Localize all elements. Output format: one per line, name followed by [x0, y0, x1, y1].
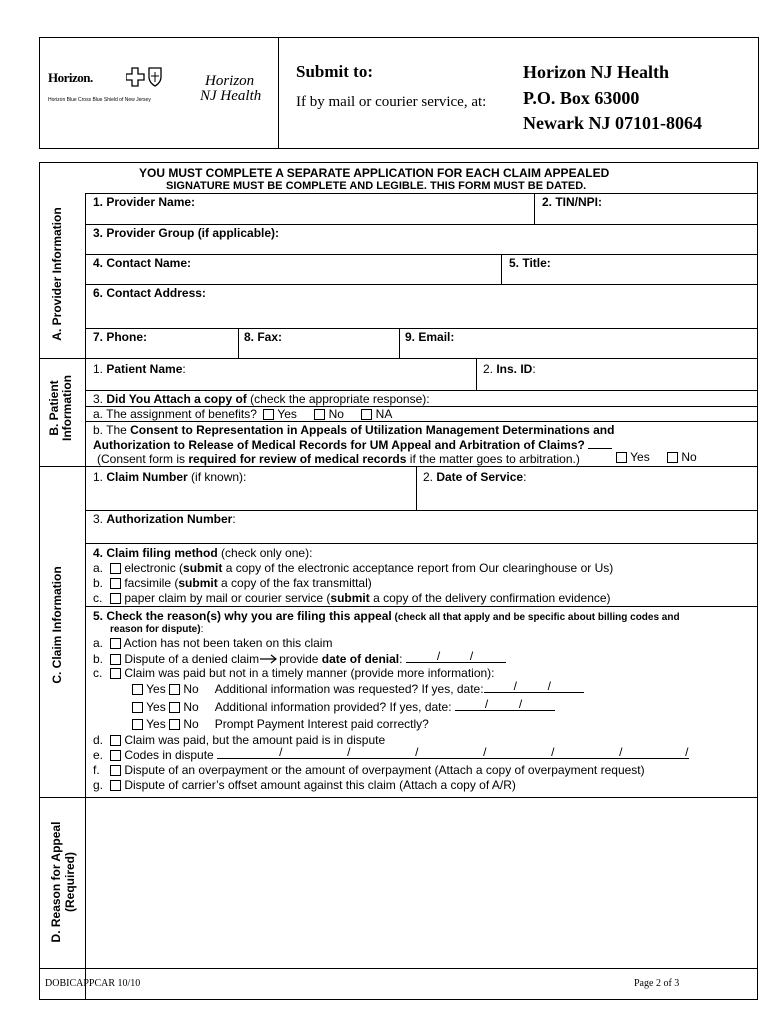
- arrow-right-icon: [259, 654, 279, 664]
- title-field[interactable]: [502, 270, 757, 283]
- reason-g: g. Dispute of carrier’s offset amount against this claim (Attach a copy of A/R): [93, 778, 516, 792]
- codes-in-dispute-field[interactable]: / / / / / / /: [217, 747, 689, 759]
- authorization-number-label: 3. Authorization Number:: [93, 512, 236, 526]
- section-c-label: C. Claim Information: [50, 566, 64, 684]
- patient-name-label: 1. Patient Name:: [93, 362, 186, 376]
- requested-yes-checkbox[interactable]: [132, 684, 143, 695]
- section-a-label: A. Provider Information: [50, 207, 64, 341]
- requested-date-field[interactable]: / /: [484, 681, 584, 693]
- nj-health-logo-line2: NJ Health: [200, 88, 262, 104]
- filing-paper-checkbox[interactable]: [110, 593, 121, 604]
- section-d-label: D. Reason for Appeal (Required): [49, 821, 77, 943]
- filing-facsimile: b. facsimile (submit a copy of the fax transmittal): [93, 576, 372, 590]
- address-line1: Horizon NJ Health: [523, 62, 669, 82]
- filing-method-label: 4. Claim filing method (check only one):: [93, 546, 313, 560]
- consent-line3: (Consent form is required for review of medical records if the matter goes to arbitration.): [97, 452, 580, 466]
- provider-name-field[interactable]: [86, 209, 533, 223]
- submit-to-label: Submit to:: [296, 62, 373, 81]
- address-line2: P.O. Box 63000: [523, 88, 640, 108]
- reason-g-checkbox[interactable]: [110, 780, 121, 791]
- provider-name-label: 1. Provider Name:: [93, 195, 196, 209]
- sub-requested: Yes No Additional information was requested? If yes, date: / /: [132, 681, 584, 696]
- section-b-label: B. Patient Information: [47, 375, 74, 441]
- interest-yes-checkbox[interactable]: [132, 719, 143, 730]
- date-of-service-field[interactable]: [417, 484, 757, 509]
- email-label: 9. Email:: [405, 330, 455, 344]
- filing-paper: c. paper claim by mail or courier service (submit a copy of the delivery confirmation evidence): [93, 591, 611, 605]
- contact-name-label: 4. Contact Name:: [93, 256, 192, 270]
- claim-number-field[interactable]: [86, 484, 415, 509]
- form-code: DOBICAPPCAR 10/10: [45, 978, 141, 989]
- title-label: 5. Title:: [509, 256, 551, 270]
- notice-line2: SIGNATURE MUST BE COMPLETE AND LEGIBLE. THIS FORM MUST BE DATED.: [166, 180, 587, 192]
- denial-date-field[interactable]: / /: [406, 651, 506, 663]
- filing-electronic: a. electronic (submit a copy of the electronic acceptance report from Our clearinghouse or Us): [93, 561, 614, 575]
- logo-tagline: Horizon Blue Cross Blue Shield of New Jersey: [48, 97, 151, 103]
- contact-address-field[interactable]: [86, 300, 757, 327]
- interest-no-checkbox[interactable]: [169, 719, 180, 730]
- consent-yes-checkbox[interactable]: [616, 452, 627, 463]
- consent-line1: b. The Consent to Representation in Appeals of Utilization Management Determinations and: [93, 423, 615, 437]
- assignment-row: a. The assignment of benefits? Yes No NA: [93, 407, 393, 421]
- reason-heading: 5. Check the reason(s) why you are filing this appeal (check all that apply and be specific about billing codes and: [93, 609, 680, 623]
- tin-npi-field[interactable]: [535, 209, 757, 223]
- assignment-na-checkbox[interactable]: [361, 409, 372, 420]
- provided-yes-checkbox[interactable]: [132, 702, 143, 713]
- provider-group-field[interactable]: [86, 240, 757, 253]
- reason-c: c. Claim was paid but not in a timely manner (provide more information):: [93, 666, 495, 680]
- reason-e: e. Codes in dispute / / / / / / /: [93, 745, 689, 762]
- provider-group-label: 3. Provider Group (if applicable):: [93, 226, 280, 240]
- submit-method: If by mail or courier service, at:: [296, 94, 487, 110]
- reason-e-checkbox[interactable]: [110, 750, 121, 761]
- contact-address-label: 6. Contact Address:: [93, 286, 206, 300]
- consent-no-checkbox[interactable]: [667, 452, 678, 463]
- blue-cross-shield-icon: [126, 66, 164, 88]
- nj-health-logo-line1: Horizon: [205, 73, 255, 89]
- consent-options: Yes No: [616, 450, 697, 464]
- sub-provided: Yes No Additional information provided? If yes, date: / /: [132, 699, 555, 714]
- header-divider: [278, 37, 279, 149]
- consent-line2: Authorization to Release of Medical Records for UM Appeal and Arbitration of Claims?: [93, 437, 612, 452]
- filing-electronic-checkbox[interactable]: [110, 563, 121, 574]
- tin-npi-label: 2. TIN/NPI:: [542, 195, 603, 209]
- reason-heading-cont: reason for dispute):: [110, 624, 204, 635]
- reason-b: b. Dispute of a denied claim provide date of denial: / /: [93, 651, 506, 666]
- date-of-service-label: 2. Date of Service:: [423, 470, 527, 484]
- ins-id-label: 2. Ins. ID:: [483, 362, 536, 376]
- reason-b-checkbox[interactable]: [110, 654, 121, 665]
- assignment-yes-checkbox[interactable]: [263, 409, 274, 420]
- reason-d-checkbox[interactable]: [110, 735, 121, 746]
- address-line3: Newark NJ 07101-8064: [523, 113, 702, 133]
- notice-line1: YOU MUST COMPLETE A SEPARATE APPLICATION FOR EACH CLAIM APPEALED: [139, 166, 610, 180]
- claim-number-label: 1. Claim Number (if known):: [93, 470, 247, 484]
- authorization-number-field[interactable]: [86, 526, 757, 542]
- page-number: Page 2 of 3: [634, 978, 680, 989]
- provided-no-checkbox[interactable]: [169, 702, 180, 713]
- provided-date-field[interactable]: / /: [455, 699, 555, 711]
- reason-f: f. Dispute of an overpayment or the amount of overpayment (Attach a copy of overpayment request): [93, 763, 645, 777]
- filing-facsimile-checkbox[interactable]: [110, 578, 121, 589]
- logo-brand: Horizon.: [48, 70, 93, 85]
- requested-no-checkbox[interactable]: [169, 684, 180, 695]
- fax-label: 8. Fax:: [244, 330, 283, 344]
- reason-a: a. Action has not been taken on this claim: [93, 636, 333, 650]
- assignment-no-checkbox[interactable]: [314, 409, 325, 420]
- reason-d: d. Claim was paid, but the amount paid is in dispute: [93, 733, 386, 747]
- reason-c-checkbox[interactable]: [110, 668, 121, 679]
- reason-f-checkbox[interactable]: [110, 765, 121, 776]
- contact-name-field[interactable]: [86, 270, 500, 283]
- attach-copy-label: 3. Did You Attach a copy of (check the appropriate response):: [93, 392, 430, 406]
- reason-for-appeal-field[interactable]: [87, 799, 760, 970]
- phone-label: 7. Phone:: [93, 330, 148, 344]
- sub-interest: Yes No Prompt Payment Interest paid correctly?: [132, 717, 429, 731]
- reason-a-checkbox[interactable]: [110, 638, 121, 649]
